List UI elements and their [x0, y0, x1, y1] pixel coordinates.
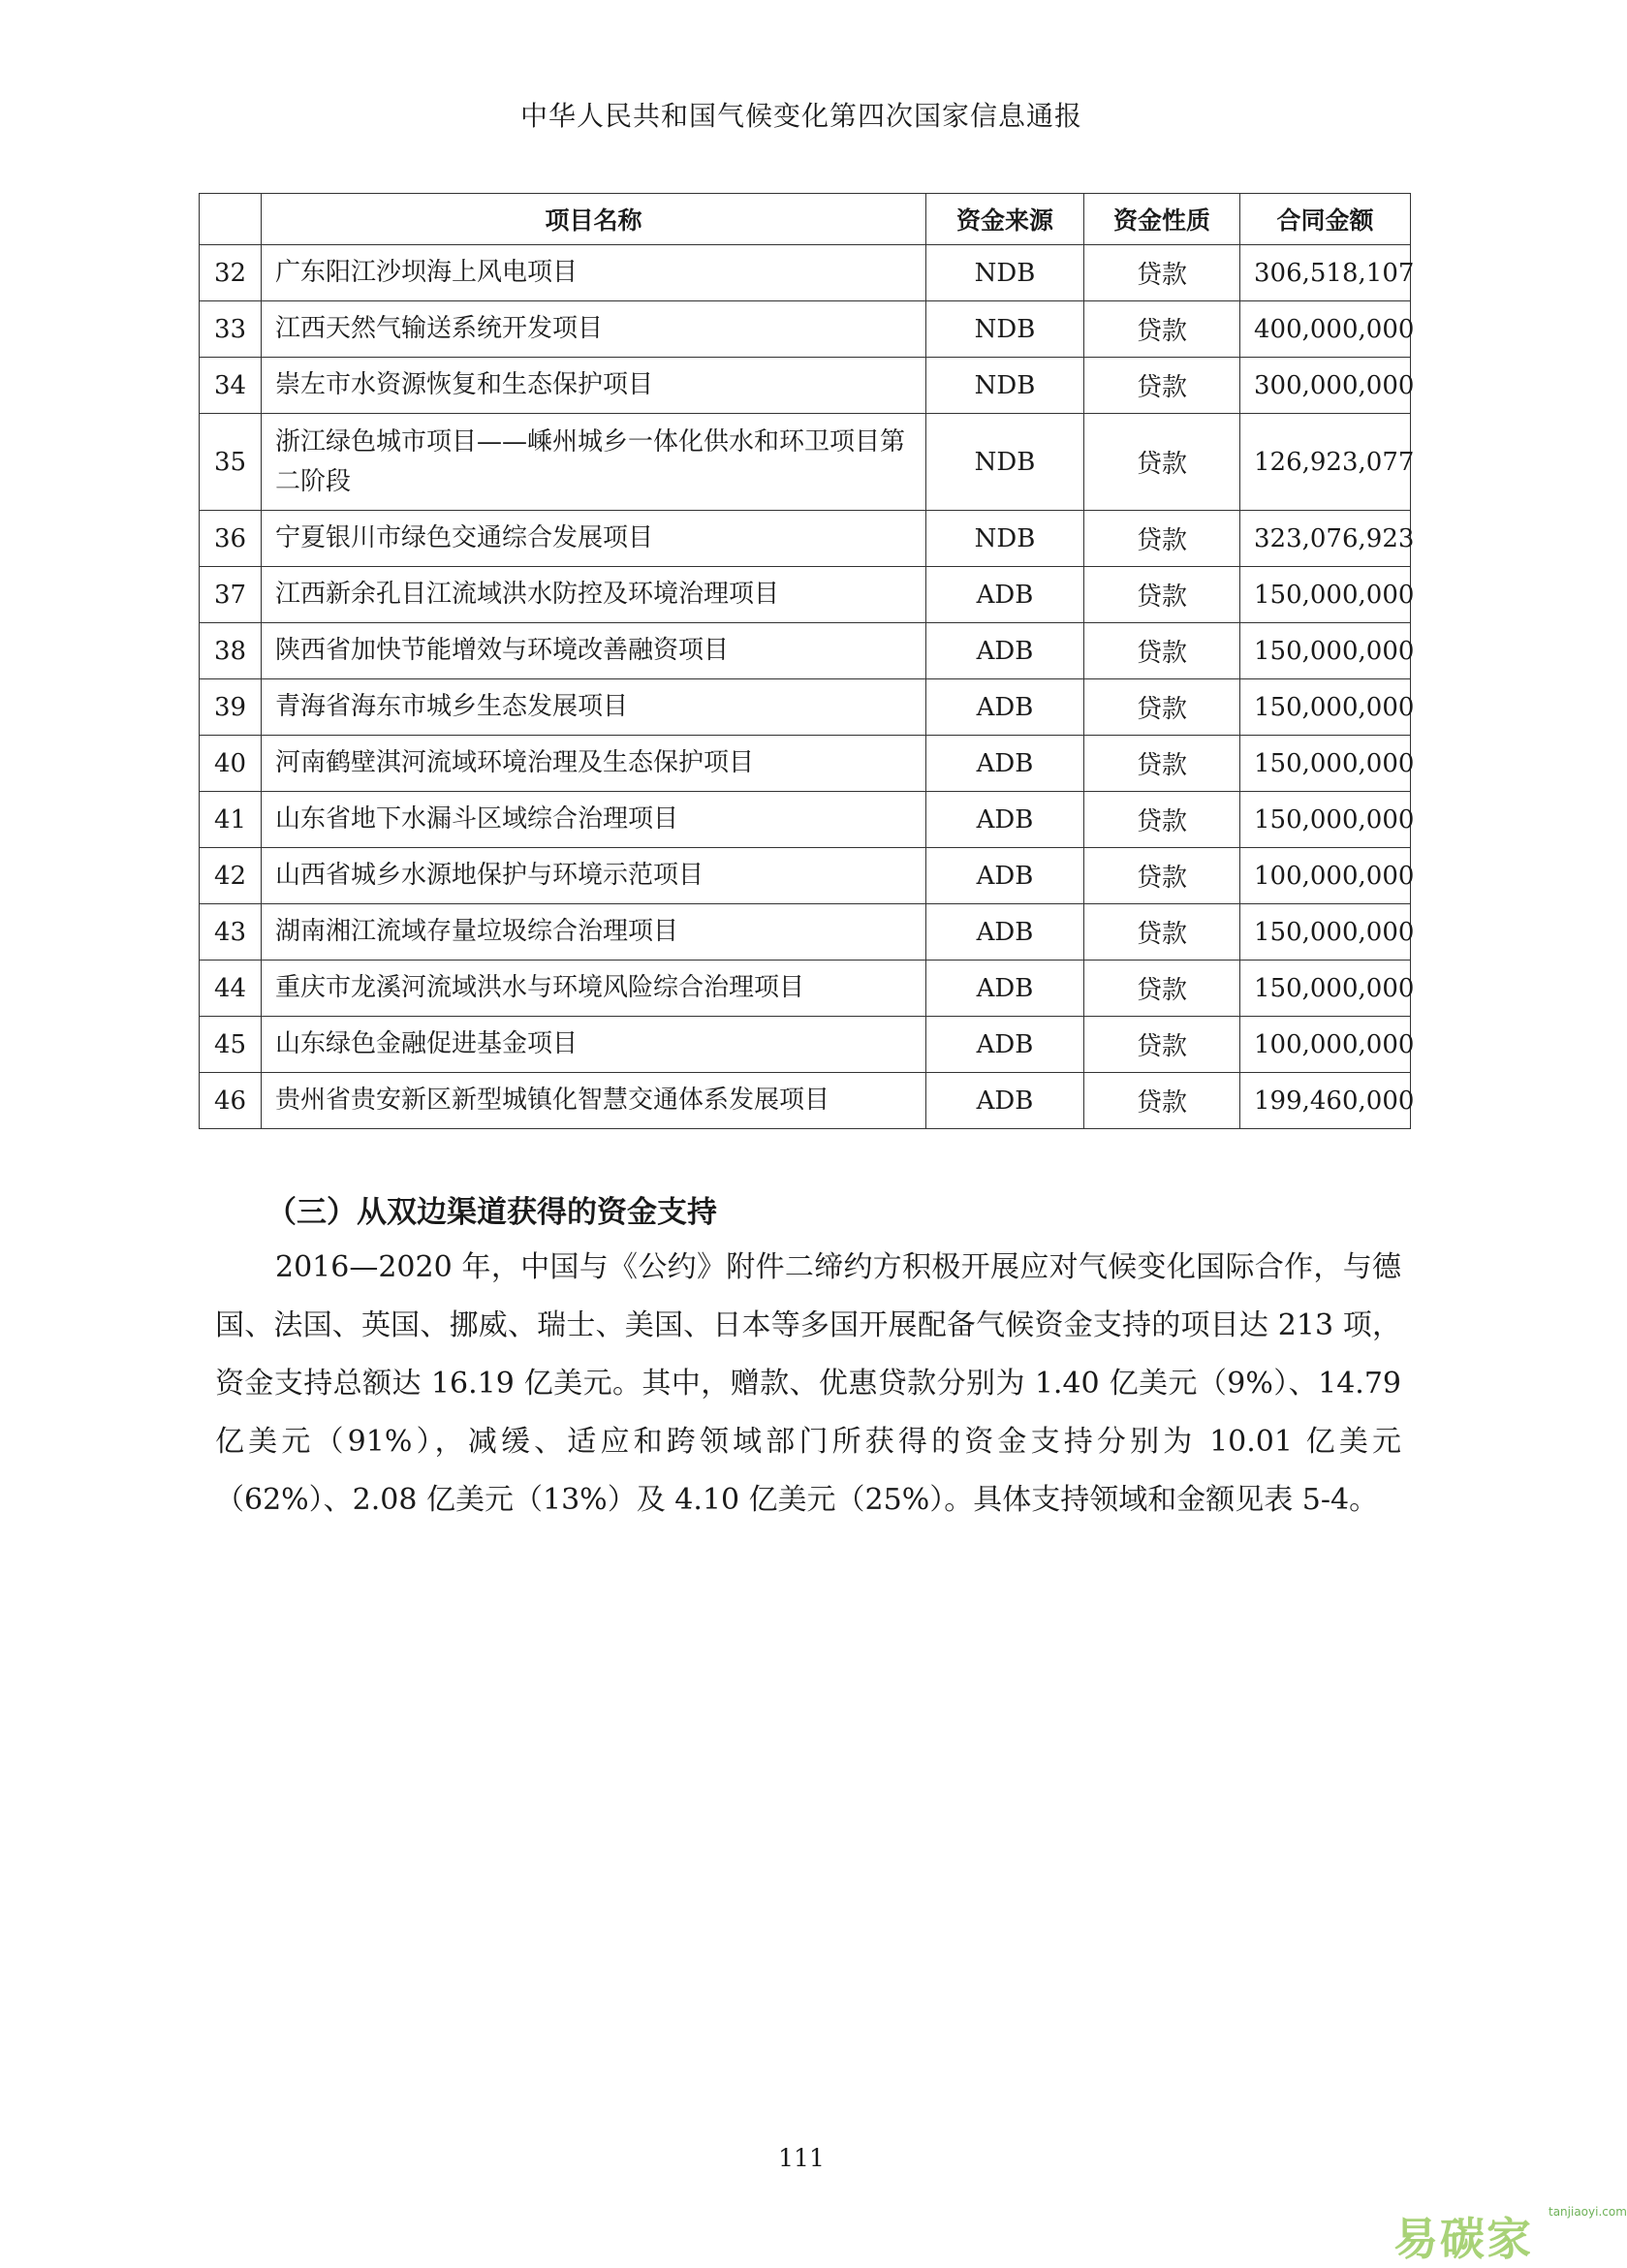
table-row [200, 961, 1411, 1017]
fund-type: 贷款 [1084, 414, 1240, 511]
fund-type: 贷款 [1084, 736, 1240, 792]
table-row [200, 679, 1411, 736]
project-name: 山西省城乡水源地保护与环境示范项目 [262, 848, 926, 904]
fund-type: 贷款 [1084, 623, 1240, 679]
fund-type: 贷款 [1084, 245, 1240, 301]
project-name: 重庆市龙溪河流域洪水与环境风险综合治理项目 [262, 961, 926, 1017]
table-row [200, 1073, 1411, 1129]
watermark-logo [1393, 2200, 1627, 2265]
project-name: 宁夏银川市绿色交通综合发展项目 [262, 511, 926, 567]
project-name: 山东绿色金融促进基金项目 [262, 1017, 926, 1073]
fund-type: 贷款 [1084, 1017, 1240, 1073]
table-row [200, 511, 1411, 567]
table-row [200, 1017, 1411, 1073]
project-name: 浙江绿色城市项目——嵊州城乡一体化供水和环卫项目第二阶段 [262, 414, 926, 511]
table-row [200, 623, 1411, 679]
fund-source: ADB [926, 961, 1084, 1017]
fund-type: 贷款 [1084, 792, 1240, 848]
section-heading: （三）从双边渠道获得的资金支持 [266, 1195, 717, 1230]
header-number [200, 194, 262, 245]
fund-source: ADB [926, 848, 1084, 904]
contract-amount: 199,460,000 [1240, 1073, 1411, 1129]
project-name: 青海省海东市城乡生态发展项目 [262, 679, 926, 736]
row-number: 32 [200, 245, 262, 301]
table-row [200, 358, 1411, 414]
project-name: 江西天然气输送系统开发项目 [262, 301, 926, 358]
header-fund-type: 资金性质 [1084, 194, 1240, 245]
table-row [200, 245, 1411, 301]
table-row [200, 792, 1411, 848]
fund-type: 贷款 [1084, 904, 1240, 961]
contract-amount: 150,000,000 [1240, 679, 1411, 736]
row-number: 40 [200, 736, 262, 792]
table-header-row [200, 194, 1411, 245]
fund-source: ADB [926, 792, 1084, 848]
fund-type: 贷款 [1084, 511, 1240, 567]
project-name: 江西新余孔目江流域洪水防控及环境治理项目 [262, 567, 926, 623]
header-contract-amount: 合同金额 [1240, 194, 1411, 245]
header-project-name: 项目名称 [262, 194, 926, 245]
project-name: 河南鹤壁淇河流域环境治理及生态保护项目 [262, 736, 926, 792]
contract-amount: 126,923,077 [1240, 414, 1411, 511]
fund-source: NDB [926, 358, 1084, 414]
project-name: 广东阳江沙坝海上风电项目 [262, 245, 926, 301]
watermark-brand-en: tanjiaoyi.com [1549, 2205, 1627, 2219]
row-number: 36 [200, 511, 262, 567]
row-number: 41 [200, 792, 262, 848]
row-number: 38 [200, 623, 262, 679]
row-number: 43 [200, 904, 262, 961]
contract-amount: 100,000,000 [1240, 1017, 1411, 1073]
table-row [200, 904, 1411, 961]
project-name: 山东省地下水漏斗区域综合治理项目 [262, 792, 926, 848]
fund-source: ADB [926, 679, 1084, 736]
fund-type: 贷款 [1084, 358, 1240, 414]
contract-amount: 150,000,000 [1240, 567, 1411, 623]
fund-type: 贷款 [1084, 679, 1240, 736]
fund-source: ADB [926, 623, 1084, 679]
contract-amount: 300,000,000 [1240, 358, 1411, 414]
project-name: 湖南湘江流域存量垃圾综合治理项目 [262, 904, 926, 961]
project-name: 贵州省贵安新区新型城镇化智慧交通体系发展项目 [262, 1073, 926, 1129]
contract-amount: 400,000,000 [1240, 301, 1411, 358]
row-number: 37 [200, 567, 262, 623]
row-number: 46 [200, 1073, 262, 1129]
contract-amount: 100,000,000 [1240, 848, 1411, 904]
fund-source: ADB [926, 1073, 1084, 1129]
contract-amount: 150,000,000 [1240, 961, 1411, 1017]
body-paragraph: 2016—2020 年，中国与《公约》附件二缔约方积极开展应对气候变化国际合作，与德国、法国、英国、挪威、瑞士、美国、日本等多国开展配备气候资金支持的项目达 213 项，资金支持总额达 16.19 亿美元。其中，赠款、优惠贷款分别为 1.40 亿美元（9%）、14.79 亿美元（91%），减缓、适应和跨领域部门所获得的资金支持分别为 10.01 亿美元（62%）、2.08 亿美元（13%）及 4.10 亿美元（25%）。具体支持领域和金额见表 5-4。 [215, 1250, 1401, 1517]
contract-amount: 150,000,000 [1240, 736, 1411, 792]
contract-amount: 323,076,923 [1240, 511, 1411, 567]
table-row [200, 414, 1411, 511]
fund-source: NDB [926, 301, 1084, 358]
running-header: 中华人民共和国气候变化第四次国家信息通报 [519, 100, 1082, 132]
table-row [200, 736, 1411, 792]
fund-type: 贷款 [1084, 848, 1240, 904]
row-number: 44 [200, 961, 262, 1017]
watermark-brand-cn: 易碳家 [1393, 2213, 1533, 2265]
table-row [200, 848, 1411, 904]
contract-amount: 150,000,000 [1240, 623, 1411, 679]
fund-type: 贷款 [1084, 961, 1240, 1017]
project-name: 陕西省加快节能增效与环境改善融资项目 [262, 623, 926, 679]
fund-type: 贷款 [1084, 567, 1240, 623]
row-number: 39 [200, 679, 262, 736]
fund-source: ADB [926, 567, 1084, 623]
row-number: 35 [200, 414, 262, 511]
table-row [200, 567, 1411, 623]
row-number: 34 [200, 358, 262, 414]
row-number: 33 [200, 301, 262, 358]
fund-type: 贷款 [1084, 301, 1240, 358]
row-number: 45 [200, 1017, 262, 1073]
contract-amount: 306,518,107 [1240, 245, 1411, 301]
fund-source: NDB [926, 245, 1084, 301]
funding-table [199, 193, 1415, 1129]
fund-source: ADB [926, 736, 1084, 792]
fund-type: 贷款 [1084, 1073, 1240, 1129]
fund-source: ADB [926, 904, 1084, 961]
contract-amount: 150,000,000 [1240, 792, 1411, 848]
page-number: 111 [778, 2144, 825, 2172]
project-name: 崇左市水资源恢复和生态保护项目 [262, 358, 926, 414]
fund-source: NDB [926, 414, 1084, 511]
fund-source: ADB [926, 1017, 1084, 1073]
fund-source: NDB [926, 511, 1084, 567]
header-fund-source: 资金来源 [926, 194, 1084, 245]
row-number: 42 [200, 848, 262, 904]
table-row [200, 301, 1411, 358]
contract-amount: 150,000,000 [1240, 904, 1411, 961]
